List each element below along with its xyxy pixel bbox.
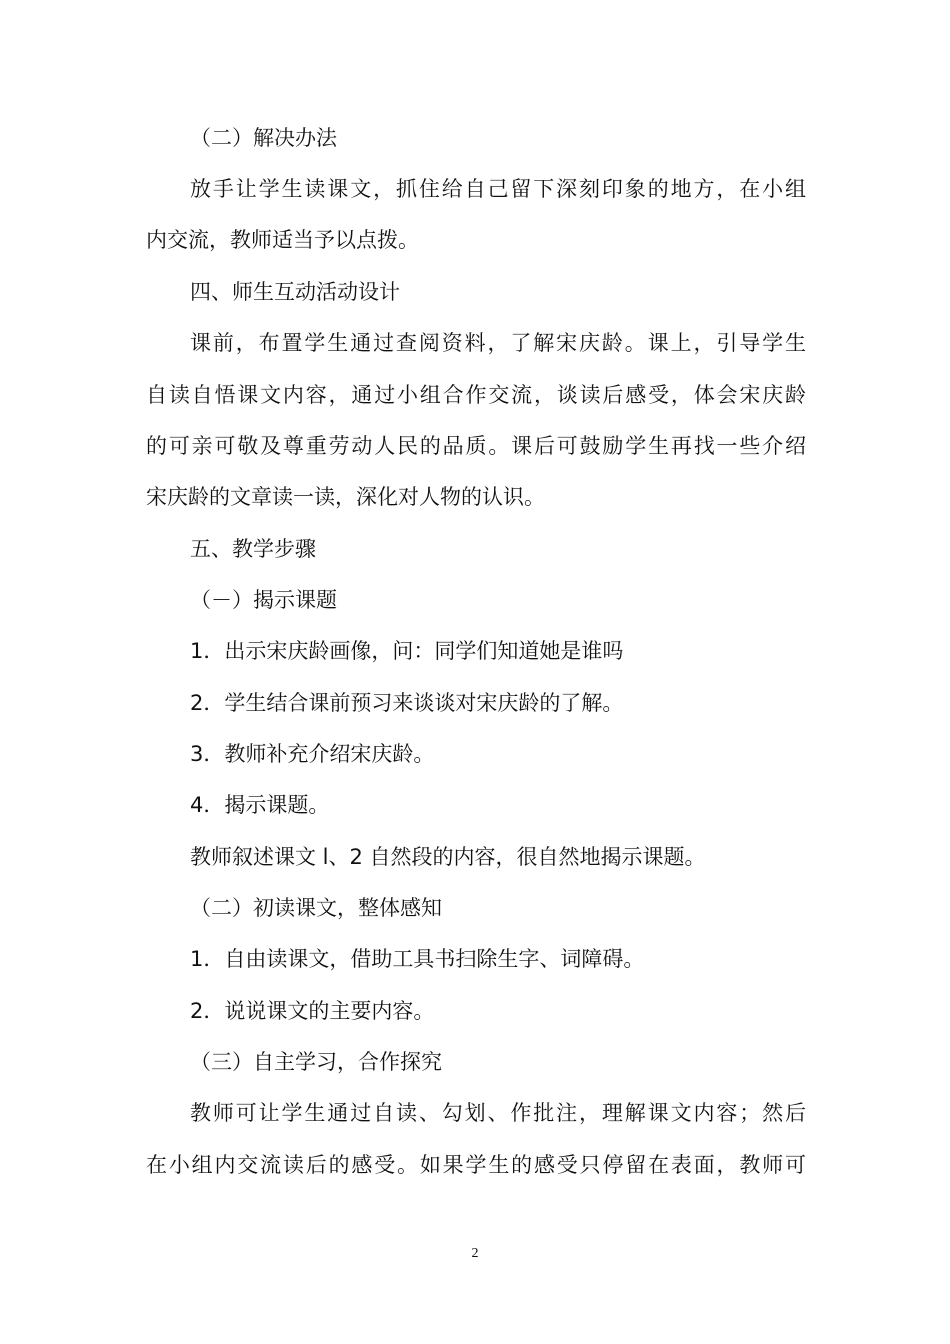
heading-interaction-design: 四、师生互动活动设计 <box>190 280 400 304</box>
paragraph-line: 自读自悟课文内容，通过小组合作交流，谈读后感受，体会宋庆龄 <box>146 383 806 407</box>
paragraph-line: 的可亲可敬及尊重劳动人民的品质。课后可鼓励学生再找一些介绍 <box>146 434 806 458</box>
paragraph-line: 宋庆龄的文章读一读，深化对人物的认识。 <box>146 485 545 509</box>
list-item: 2．学生结合课前预习来谈谈对宋庆龄的了解。 <box>190 691 624 715</box>
paragraph-line: 在小组内交流读后的感受。如果学生的感受只停留在表面，教师可 <box>146 1153 806 1177</box>
list-item: 1．自由读课文，借助工具书扫除生字、词障碍。 <box>190 947 645 971</box>
paragraph-line: 放手让学生读课文，抓住给自己留下深刻印象的地方，在小组 <box>190 177 806 201</box>
list-item: 3．教师补充介绍宋庆龄。 <box>190 742 435 766</box>
list-item: 4．揭示课题。 <box>190 793 330 817</box>
heading-teaching-steps: 五、教学步骤 <box>190 537 316 561</box>
paragraph-line: 课前，布置学生通过查阅资料，了解宋庆龄。课上，引导学生 <box>190 331 806 355</box>
page-number: 2 <box>471 1246 479 1261</box>
heading-solution: （二）解决办法 <box>190 126 337 150</box>
heading-reveal-title: （－）揭示课题 <box>190 588 337 612</box>
list-item: 1．出示宋庆龄画像，问：同学们知道她是谁吗 <box>190 639 624 663</box>
paragraph-line: 内交流，教师适当予以点拨。 <box>146 228 419 252</box>
heading-self-study: （三）自主学习，合作探究 <box>190 1050 442 1074</box>
list-item: 2．说说课文的主要内容。 <box>190 999 435 1023</box>
heading-first-reading: （二）初读课文，整体感知 <box>190 896 442 920</box>
paragraph-line: 教师可让学生通过自读、勾划、作批注，理解课文内容；然后 <box>190 1101 806 1125</box>
paragraph-line: 教师叙述课文 l、2 自然段的内容，很自然地揭示课题。 <box>190 845 706 869</box>
